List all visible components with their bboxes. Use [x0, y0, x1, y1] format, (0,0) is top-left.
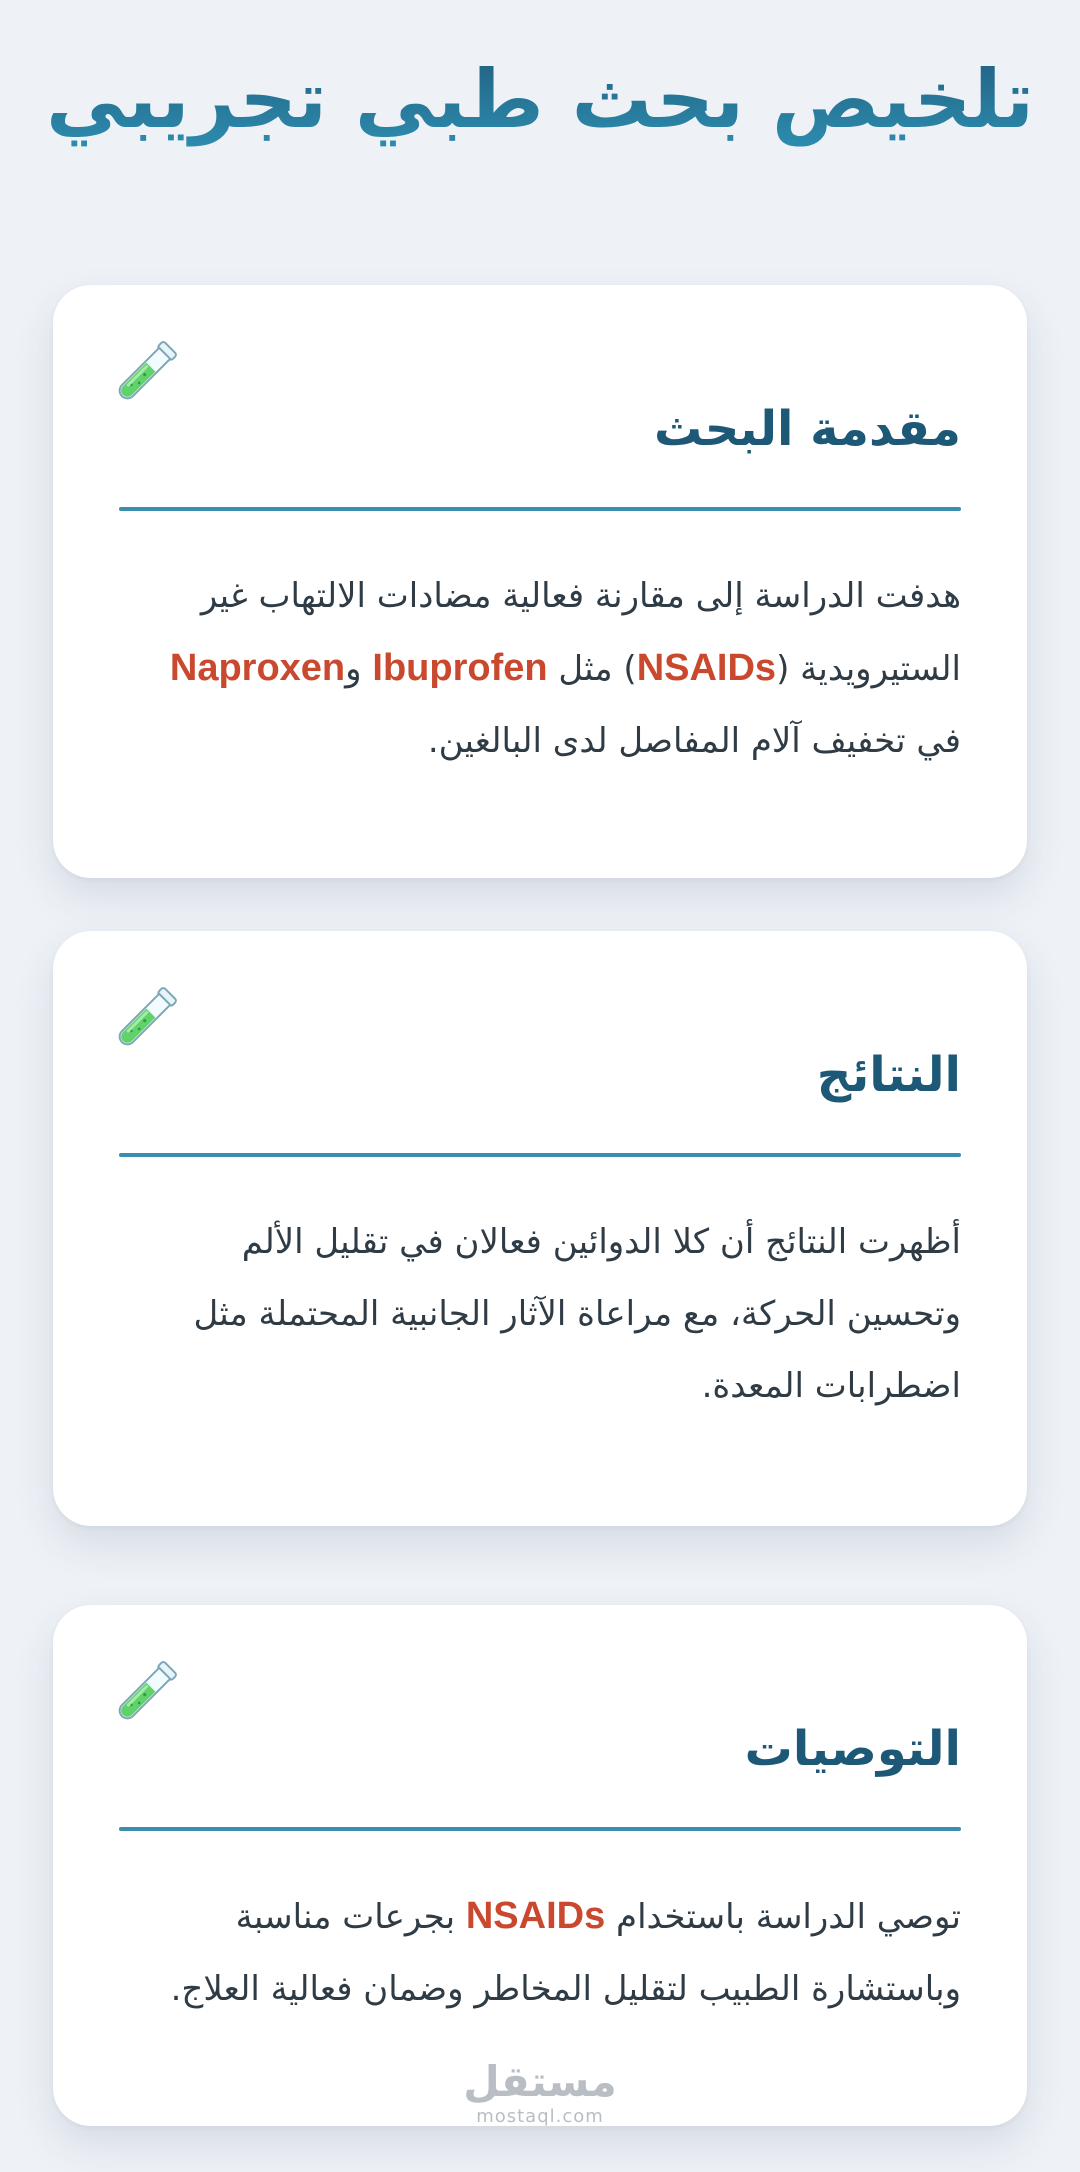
card-body-text [119, 560, 961, 777]
watermark-logo [0, 2058, 1080, 2128]
highlight-term: NSAIDs [636, 647, 777, 689]
card-heading: مقدمة البحث [653, 401, 961, 457]
card-heading: النتائج [816, 1047, 961, 1103]
page-title: تلخيص بحث طبي تجريبي [0, 40, 1080, 160]
body-text-segment: أظهرت النتائج أن كلا الدوائين فعالان في تقليل الألم وتحسين الحركة، مع مراعاة الآثار الجانبية المحتملة مثل اضطرابات المعدة. [193, 1222, 961, 1406]
card-body-text [119, 1880, 961, 2025]
body-text-segment: بجرعات مناسبة وباستشارة الطبيب لتقليل المخاطر وضمان فعالية العلاج. [170, 1897, 961, 2009]
card-research-introduction [53, 285, 1027, 878]
card-recommendations [53, 1605, 1027, 2126]
highlight-term: NSAIDs [465, 1895, 606, 1937]
body-text-segment: و [345, 649, 373, 689]
body-text-segment: توصي الدراسة باستخدام [605, 1897, 961, 1937]
body-text-segment: هدفت الدراسة إلى مقارنة فعالية مضادات الالتهاب غير الستيرويدية ( [200, 576, 961, 689]
heading-divider [119, 1827, 961, 1831]
test-tube-icon [105, 1655, 183, 1733]
card-body-text [119, 1206, 961, 1422]
watermark-arabic: مستقل [463, 2057, 617, 2106]
highlight-term: Ibuprofen [372, 647, 548, 689]
highlight-term: Naproxen [169, 647, 346, 689]
watermark-latin: mostaql.com [476, 2106, 604, 2127]
body-text-segment: في تخفيف آلام المفاصل لدى البالغين. [427, 721, 961, 761]
card-heading: التوصيات [744, 1721, 961, 1777]
test-tube-icon [105, 335, 183, 413]
heading-divider [119, 1153, 961, 1157]
card-results [53, 931, 1027, 1526]
heading-divider [119, 507, 961, 511]
body-text-segment: ) مثل [547, 649, 637, 689]
test-tube-icon [105, 981, 183, 1059]
